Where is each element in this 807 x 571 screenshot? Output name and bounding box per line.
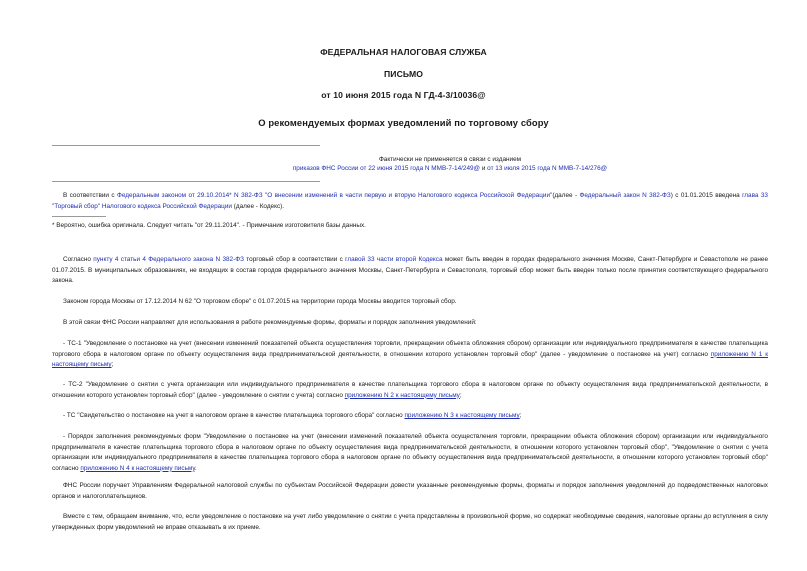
footnote-divider (52, 216, 106, 217)
list-item-ts (52, 411, 768, 422)
paragraph-introduction (52, 255, 768, 287)
article-4-link[interactable]: пункту 4 статьи 4 Федерального закона N 382-ФЗ (93, 256, 244, 263)
p6-text: Вместе с тем, обращаем внимание, что, если уведомление о постановке на учет либо уведомление о снятии с учета представлены в произвольной форме, но содержат необходимые сведения, налоговые органы до вступления в силу утвержденных форм уведомлений не вправе отказывать в их приеме. (52, 513, 768, 531)
chapter-33-part-2-link[interactable]: главой 33 части второй Кодекса (345, 256, 443, 263)
item2-end: ; (459, 391, 462, 399)
federal-law-382-short-link[interactable]: Федеральный закон N 382-ФЗ (579, 192, 671, 199)
document-type: ПИСЬМО (384, 69, 423, 79)
appendix-3-link[interactable]: приложению N 3 к настоящему письму (404, 412, 520, 419)
p1-text-1: В соответствии с (63, 192, 118, 199)
p2-text-2: торговый сбор в соответствии с (243, 256, 346, 263)
p5-text: ФНС России поручает Управлениям Федеральной налоговой службы по субъектам Российской Федерации довести указанные рекомендуемые формы, форматы и порядок заполнения уведомлений до подведомственных налоговых органов и налогоплательщиков. (52, 482, 768, 500)
order-276-link[interactable]: от 13 июля 2015 года N ММВ-7-14/276@ (487, 165, 608, 172)
appendix-4-link[interactable]: приложению N 4 к настоящему письму (80, 464, 195, 472)
paragraph-moscow-law (52, 297, 768, 308)
status-note-conj: и (480, 165, 488, 172)
footnote: * Вероятно, ошибка оригинала. Следует читать "от 29.11.2014". - Примечание изготовителя базы данных. (52, 222, 366, 229)
federal-law-382-link[interactable]: Федеральным законом от 29.10.2014* N 382-ФЗ "О внесении изменений в части первую и вторую Налогового кодекса Российской Федерации" (117, 192, 553, 199)
paragraph-forms-intro (52, 318, 768, 329)
status-note-text: Фактически не применяется в связи с изданием (378, 156, 522, 163)
item1-text: - ТС-1 "Уведомление о постановке на учет (внесении изменений показателей объекта осуществления торговли, прекращении объекта обложения сбором) организации или индивидуального предпринимателя в качестве плательщика торгового сбора в налоговом органе по объекту осуществления вида предпринимательской деятельности, в отношении которого установлен торговый сбор" (далее - уведомление о постановке на учет) согласно (52, 340, 768, 358)
p1-text-3: ) с 01.01.2015 введена (670, 192, 743, 199)
list-item-procedure (52, 432, 768, 474)
divider-note (52, 181, 320, 182)
item3-end: ; (519, 412, 522, 419)
divider-top (52, 145, 320, 146)
p2-text-3: может быть введен в городах федерального значения Москве, Санкт-Петербурге и Севастополе не ранее 01.07.2015. В муниципальных образованиях, не входящих в состав городов федерального значения Москвы, Санкт-Петербурга и Севастополя, торговый сбор может быть введен только после принятия соответствующего федерального закона. (52, 256, 768, 284)
appendix-1-link[interactable]: приложению N 1 к настоящему письму (52, 350, 769, 368)
p2-text-1: Согласно (63, 256, 94, 263)
item4-end: . (194, 464, 197, 472)
agency-title: ФЕДЕРАЛЬНАЯ НАЛОГОВАЯ СЛУЖБА (320, 47, 487, 57)
status-note (200, 155, 700, 173)
p1-text-2: (далее - (552, 192, 580, 199)
appendix-2-link[interactable]: приложению N 2 к настоящему письму (344, 391, 460, 399)
item2-text: - ТС-2 "Уведомление о снятии с учета организации или индивидуального предпринимателя в качестве плательщика торгового сбора в налоговом органе по объекту осуществления вида предпринимательской деятельности, в отношении которого установлен торговый сбор" (далее - уведомление о снятии с учета) согласно (52, 381, 768, 399)
list-item-ts2 (52, 380, 768, 401)
document-date-number: от 10 июня 2015 года N ГД-4-3/10036@ (321, 90, 486, 100)
p4-text: В этой связи ФНС России направляет для использования в работе рекомендуемые формы, форматы и порядок заполнения уведомлений: (63, 319, 477, 326)
item3-text: - ТС "Свидетельство о постановке на учет в налоговом органе в качестве плательщика торгового сбора" согласно (63, 412, 405, 419)
item4-text: - Порядок заполнения рекомендуемых форм "Уведомление о постановке на учет (внесении изменений показателей объекта осуществления торговли, прекращении объекта обложения сбором) организации или индивидуального предпринимателя в качестве плательщика торгового сбора в налоговом органе по объекту осуществления вида предпринимательской деятельности, в отношении которого установлен торговый сбор", "Уведомление о снятии с учета организации или индивидуального предпринимателя в качестве плательщика торгового сбора в налоговом органе по объекту осуществления вида предпринимательской деятельности, в отношении которого установлен торговый сбор" согласно (52, 433, 768, 472)
p3-text: Законом города Москвы от 17.12.2014 N 62 "О торговом сборе" с 01.07.2015 на территории города Москвы вводится торговый сбор. (63, 298, 457, 305)
paragraph-legal-basis (52, 191, 768, 212)
status-note-links (200, 164, 700, 173)
paragraph-instruction (52, 481, 768, 502)
order-249-link[interactable]: приказов ФНС России от 22 июня 2015 года N ММВ-7-14/249@ (292, 165, 481, 172)
item1-end: ; (111, 361, 114, 368)
list-item-ts1 (52, 339, 768, 371)
document-subject: О рекомендуемых формах уведомлений по торговому сбору (258, 117, 549, 128)
paragraph-attention (52, 512, 768, 533)
chapter-33-link[interactable]: глава 33 "Торговый сбор" Налогового кодекса Российской Федерации (52, 192, 768, 210)
p1-text-4: (далее - Кодекс). (231, 202, 285, 210)
